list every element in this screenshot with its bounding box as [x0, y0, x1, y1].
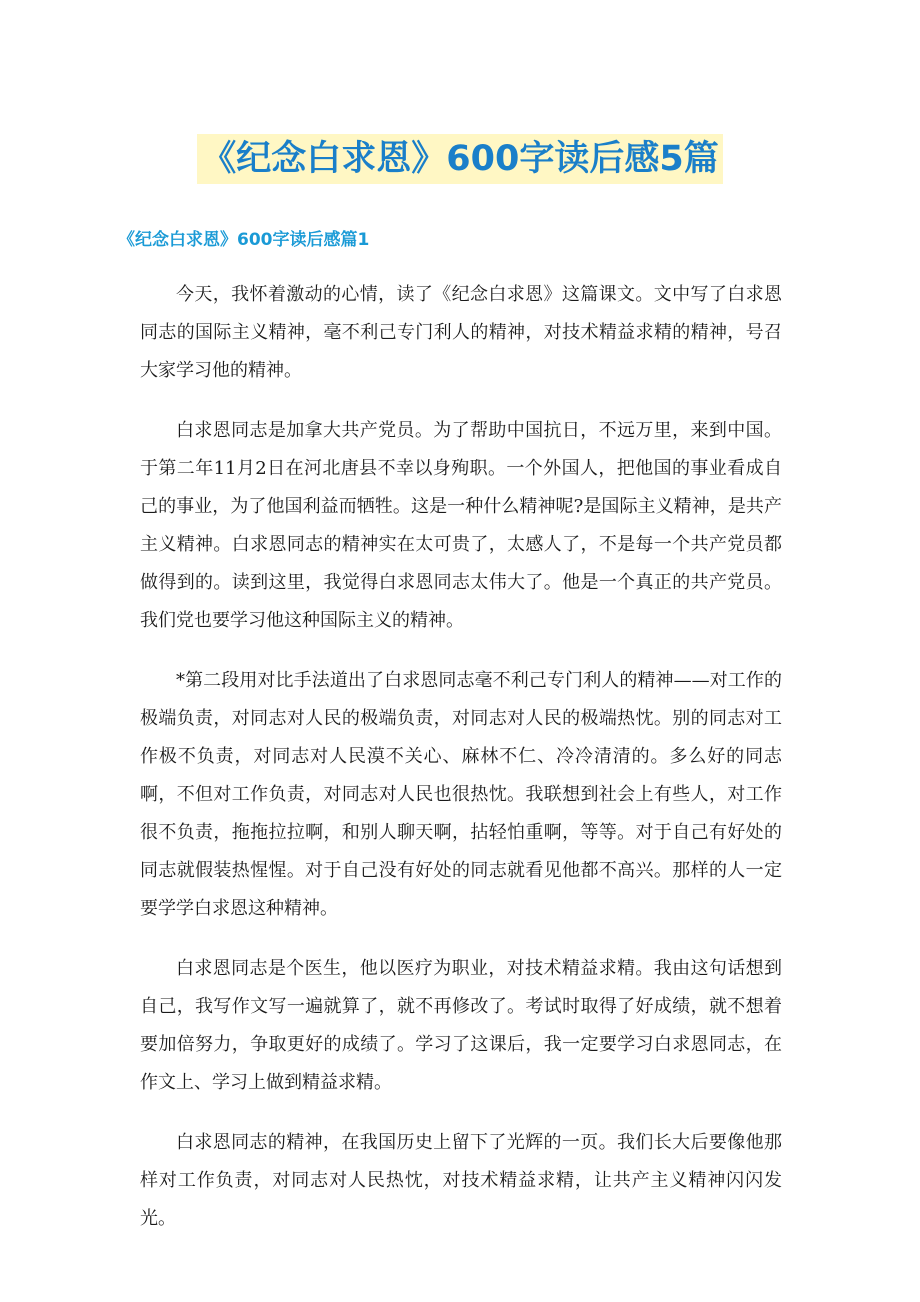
title-container: [0, 134, 920, 184]
paragraph-4: 白求恩同志是个医生，他以医疗为职业，对技术精益求精。我由这句话想到自己，我写作文写一遍就算了，就不再修改了。考试时取得了好成绩，就不想着要加倍努力，争取更好的成绩了。学习了这课后，我一定要学习白求恩同志，在作文上、学习上做到精益求精。: [140, 958, 782, 1093]
section-title: 《纪念白求恩》600字读后感篇1: [118, 230, 370, 250]
paragraph-5: 白求恩同志的精神，在我国历史上留下了光辉的一页。我们长大后要像他那样对工作负责，对同志对人民热忱，对技术精益求精，让共产主义精神闪闪发光。: [140, 1132, 782, 1229]
document-body: [140, 276, 782, 1260]
paragraph-1: 今天，我怀着激动的心情，读了《纪念白求恩》这篇课文。文中写了白求恩同志的国际主义精神，毫不利己专门利人的精神，对技术精益求精的精神，号召大家学习他的精神。: [140, 284, 782, 381]
document-title: 《纪念白求恩》600字读后感5篇: [197, 134, 722, 184]
paragraph-2: 白求恩同志是加拿大共产党员。为了帮助中国抗日，不远万里，来到中国。于第二年11月2日在河北唐县不幸以身殉职。一个外国人，把他国的事业看成自己的事业，为了他国利益而牺牲。这是一种什么精神呢?是国际主义精神，是共产主义精神。白求恩同志的精神实在太可贵了，太感人了，不是每一个共产党员都做得到的。读到这里，我觉得白求恩同志太伟大了。他是一个真正的共产党员。我们党也要学习他这种国际主义的精神。: [140, 420, 782, 631]
paragraph-3: *第二段用对比手法道出了白求恩同志毫不利己专门利人的精神——对工作的极端负责，对同志对人民的极端负责，对同志对人民的极端热忱。别的同志对工作极不负责，对同志对人民漠不关心、麻林不仁、冷冷清清的。多么好的同志啊，不但对工作负责，对同志对人民也很热忱。我联想到社会上有些人，对工作很不负责，拖拖拉拉啊，和别人聊天啊，拈轻怕重啊，等等。对于自己有好处的同志就假装热惺惺。对于自己没有好处的同志就看见他都不高兴。那样的人一定要学学白求恩这种精神。: [140, 670, 782, 919]
